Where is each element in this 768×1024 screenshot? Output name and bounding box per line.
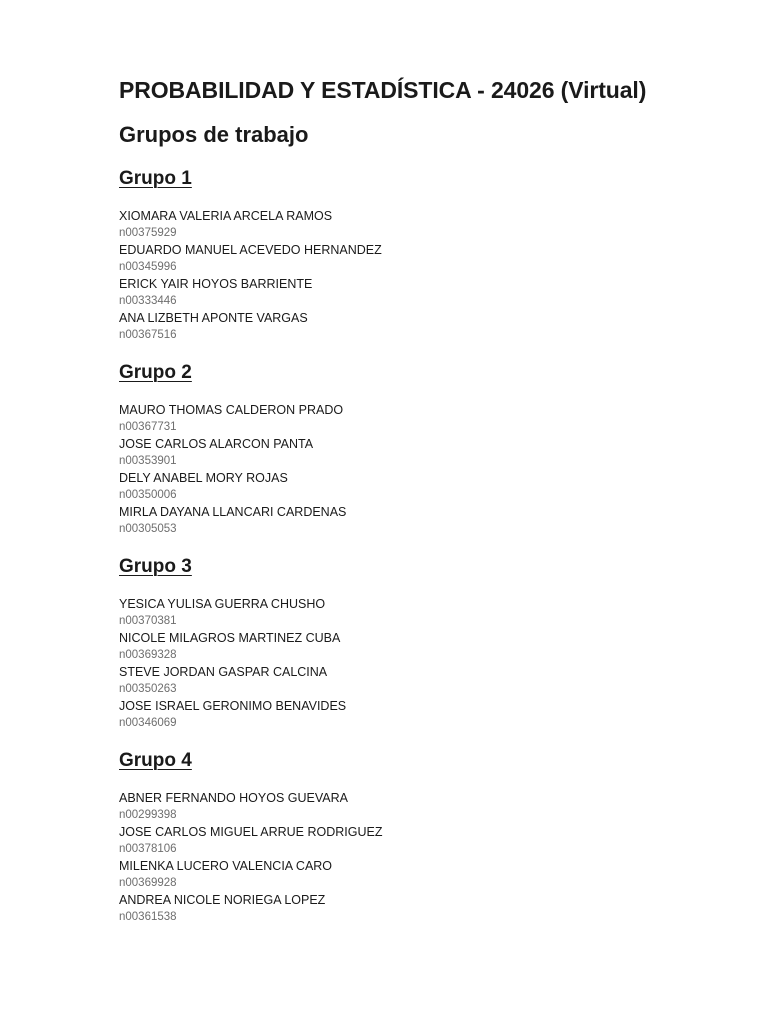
member-code: n00345996	[119, 261, 177, 273]
member-list	[119, 596, 739, 732]
member-name: ERICK YAIR HOYOS BARRIENTE	[119, 277, 313, 291]
member-name: XIOMARA VALERIA ARCELA RAMOS	[119, 209, 333, 223]
member-code: n00305053	[119, 523, 177, 535]
member-name: ABNER FERNANDO HOYOS GUEVARA	[119, 791, 348, 805]
member-list	[119, 402, 739, 538]
list-item	[119, 310, 739, 344]
member-name: DELY ANABEL MORY ROJAS	[119, 471, 288, 485]
member-name: JOSE CARLOS MIGUEL ARRUE RODRIGUEZ	[119, 825, 383, 839]
member-code: n00367516	[119, 329, 177, 341]
member-code: n00370381	[119, 615, 177, 627]
member-code: n00367731	[119, 421, 177, 433]
member-code: n00375929	[119, 227, 177, 239]
member-code: n00350263	[119, 683, 177, 695]
member-code: n00369928	[119, 877, 177, 889]
member-code: n00369328	[119, 649, 177, 661]
group-2	[119, 362, 739, 538]
group-heading: Grupo 2	[119, 362, 192, 383]
list-item	[119, 402, 739, 436]
member-code: n00350006	[119, 489, 177, 501]
group-4	[119, 750, 739, 926]
member-name: ANA LIZBETH APONTE VARGAS	[119, 311, 308, 325]
list-item	[119, 242, 739, 276]
member-name: MILENKA LUCERO VALENCIA CARO	[119, 859, 333, 873]
member-code: n00333446	[119, 295, 177, 307]
document-subtitle: Grupos de trabajo	[119, 122, 309, 147]
member-name: MIRLA DAYANA LLANCARI CARDENAS	[119, 505, 347, 519]
list-item	[119, 630, 739, 664]
member-code: n00353901	[119, 455, 177, 467]
member-name: EDUARDO MANUEL ACEVEDO HERNANDEZ	[119, 243, 382, 257]
member-code: n00346069	[119, 717, 177, 729]
group-heading: Grupo 3	[119, 556, 192, 577]
list-item	[119, 790, 739, 824]
member-name: YESICA YULISA GUERRA CHUSHO	[119, 597, 326, 611]
member-name: NICOLE MILAGROS MARTINEZ CUBA	[119, 631, 341, 645]
list-item	[119, 892, 739, 926]
list-item	[119, 698, 739, 732]
group-3	[119, 556, 739, 732]
list-item	[119, 208, 739, 242]
member-name: JOSE ISRAEL GERONIMO BENAVIDES	[119, 699, 347, 713]
document-title: PROBABILIDAD Y ESTADÍSTICA - 24026 (Virtual)	[119, 77, 647, 103]
list-item	[119, 470, 739, 504]
group-heading: Grupo 4	[119, 750, 192, 771]
list-item	[119, 824, 739, 858]
member-code: n00378106	[119, 843, 177, 855]
member-list	[119, 208, 739, 344]
list-item	[119, 504, 739, 538]
member-list	[119, 790, 739, 926]
group-1	[119, 168, 739, 344]
member-code: n00299398	[119, 809, 177, 821]
list-item	[119, 436, 739, 470]
list-item	[119, 858, 739, 892]
list-item	[119, 596, 739, 630]
document-page	[119, 74, 739, 926]
member-name: JOSE CARLOS ALARCON PANTA	[119, 437, 314, 451]
list-item	[119, 276, 739, 310]
list-item	[119, 664, 739, 698]
member-name: STEVE JORDAN GASPAR CALCINA	[119, 665, 328, 679]
member-name: MAURO THOMAS CALDERON PRADO	[119, 403, 344, 417]
member-code: n00361538	[119, 911, 177, 923]
group-heading: Grupo 1	[119, 168, 192, 189]
member-name: ANDREA NICOLE NORIEGA LOPEZ	[119, 893, 326, 907]
